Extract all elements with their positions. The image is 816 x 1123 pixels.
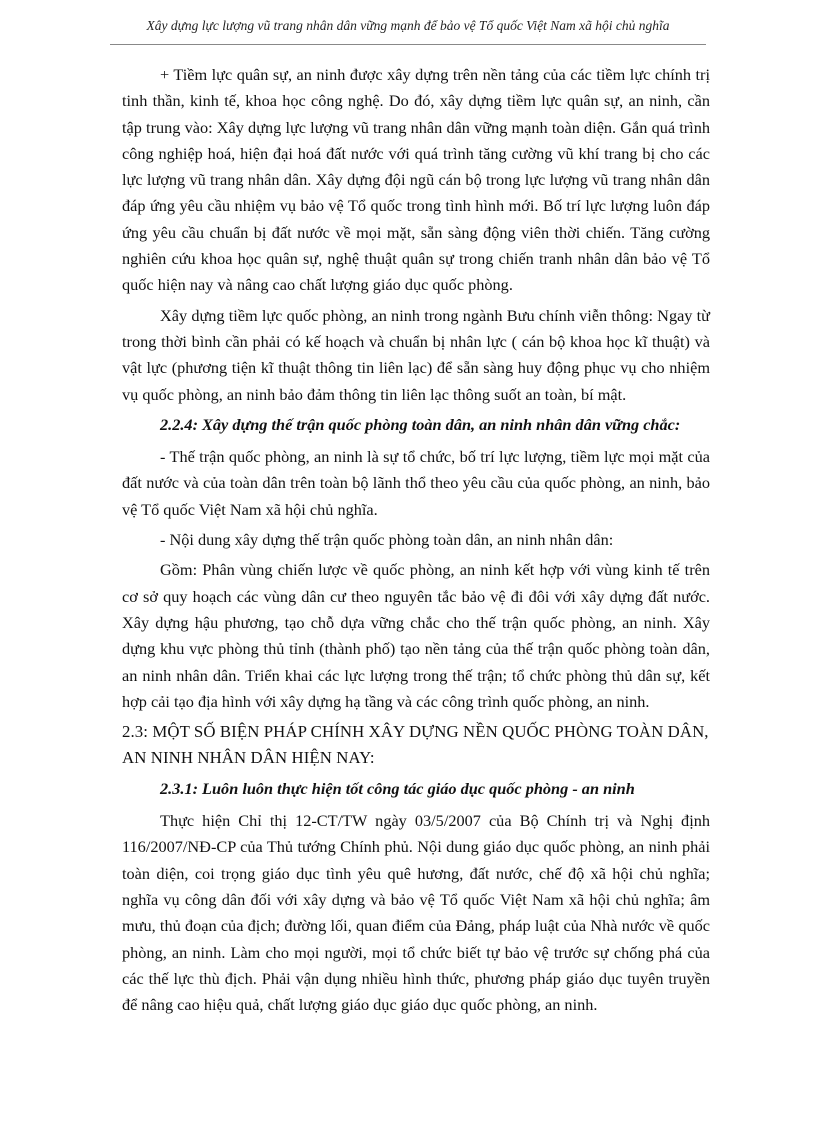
- heading-2-3-line-1: 2.3: MỘT SỐ BIỆN PHÁP CHÍNH XÂY DỰNG NỀN QUỐC PHÒNG TOÀN DÂN,: [122, 722, 709, 742]
- heading-2-3: [122, 719, 710, 772]
- paragraph-telecom-potential: Xây dựng tiềm lực quốc phòng, an ninh trong ngành Bưu chính viễn thông: Ngay từ trong thời bình cần phải có kế hoạch và chuẩn bị nhân lực ( cán bộ khoa học kĩ thuật) và vật lực (phương tiện kĩ thuật thông tin liên lạc) để sẵn sàng huy động phục vụ cho nhiệm vụ quốc phòng, an ninh bảo đảm thông tin liên lạc thông suốt an toàn, bí mật.: [122, 305, 710, 404]
- body-content: [122, 62, 710, 1022]
- header-divider: [110, 44, 706, 45]
- heading-2-3-1: 2.3.1: Luôn luôn thực hiện tốt công tác giáo dục quốc phòng - an ninh: [160, 778, 635, 798]
- paragraph-defense-posture-definition: - Thế trận quốc phòng, an ninh là sự tổ chức, bố trí lực lượng, tiềm lực mọi mặt của đất nước và của toàn dân trên toàn bộ lãnh thổ theo yêu cầu của quốc phòng, an ninh, bảo vệ Tổ quốc Việt Nam xã hội chủ nghĩa.: [122, 447, 710, 519]
- paragraph-defense-posture-content: Gồm: Phân vùng chiến lược về quốc phòng, an ninh kết hợp với vùng kinh tế trên cơ sở quy hoạch các vùng dân cư theo nguyên tắc bảo vệ đi đôi với xây dựng đất nước. Xây dựng hậu phương, tạo chỗ dựa vững chắc cho thế trận quốc phòng, an ninh. Xây dựng khu vực phòng thủ tỉnh (thành phố) tạo nền tảng của thế trận quốc phòng toàn dân, an ninh nhân dân. Triển khai các lực lượng trong thế trận; tổ chức phòng thủ dân sự, kết hợp cải tạo địa hình với xây dựng hạ tầng và các công trình quốc phòng, an ninh.: [122, 560, 710, 711]
- heading-2-3-line-2: AN NINH NHÂN DÂN HIỆN NAY:: [122, 748, 375, 768]
- paragraph-defense-posture-content-intro: - Nội dung xây dựng thế trận quốc phòng toàn dân, an ninh nhân dân:: [160, 530, 614, 550]
- heading-2-2-4: 2.2.4: Xây dựng thế trận quốc phòng toàn dân, an ninh nhân dân vững chắc:: [160, 414, 681, 434]
- paragraph-military-potential: + Tiềm lực quân sự, an ninh được xây dựng trên nền tảng của các tiềm lực chính trị tinh thần, kinh tế, khoa học công nghệ. Do đó, xây dựng tiềm lực quân sự, an ninh, cần tập trung vào: Xây dựng lực lượng vũ trang nhân dân vững mạnh toàn diện. Gắn quá trình công nghiệp hoá, hiện đại hoá đất nước với quá trình tăng cường vũ khí trang bị cho các lực lượng vũ trang nhân dân. Xây dựng đội ngũ cán bộ trong lực lượng vũ trang nhân dân đáp ứng yêu cầu nhiệm vụ bảo vệ Tổ quốc trong tình hình mới. Bố trí lực lượng luôn đáp ứng yêu cầu chuẩn bị đất nước về mọi mặt, sẵn sàng động viên thời chiến. Tăng cường nghiên cứu khoa học quân sự, nghệ thuật quân sự trong chiến tranh nhân dân bảo vệ Tổ quốc hiện nay và nâng cao chất lượng giáo dục quốc phòng.: [122, 65, 710, 295]
- running-header: Xây dựng lực lượng vũ trang nhân dân vững mạnh để bảo vệ Tổ quốc Việt Nam xã hội chủ nghĩa: [146, 18, 670, 33]
- paragraph-defense-education: Thực hiện Chỉ thị 12-CT/TW ngày 03/5/2007 của Bộ Chính trị và Nghị định 116/2007/NĐ-CP của Thủ tướng Chính phủ. Nội dung giáo dục quốc phòng, an ninh phải toàn diện, coi trọng giáo dục tình yêu quê hương, đất nước, chế độ xã hội chủ nghĩa; nghĩa vụ công dân đối với xây dựng và bảo vệ Tổ quốc Việt Nam xã hội chủ nghĩa; âm mưu, thủ đoạn của địch; đường lối, quan điểm của Đảng, pháp luật của Nhà nước về quốc phòng, an ninh. Làm cho mọi người, mọi tổ chức biết tự bảo vệ trước sự chống phá của các thế lực thù địch. Phải vận dụng nhiều hình thức, phương pháp giáo dục tuyên truyền để nâng cao hiệu quả, chất lượng giáo dục giáo dục quốc phòng, an ninh.: [122, 811, 710, 1015]
